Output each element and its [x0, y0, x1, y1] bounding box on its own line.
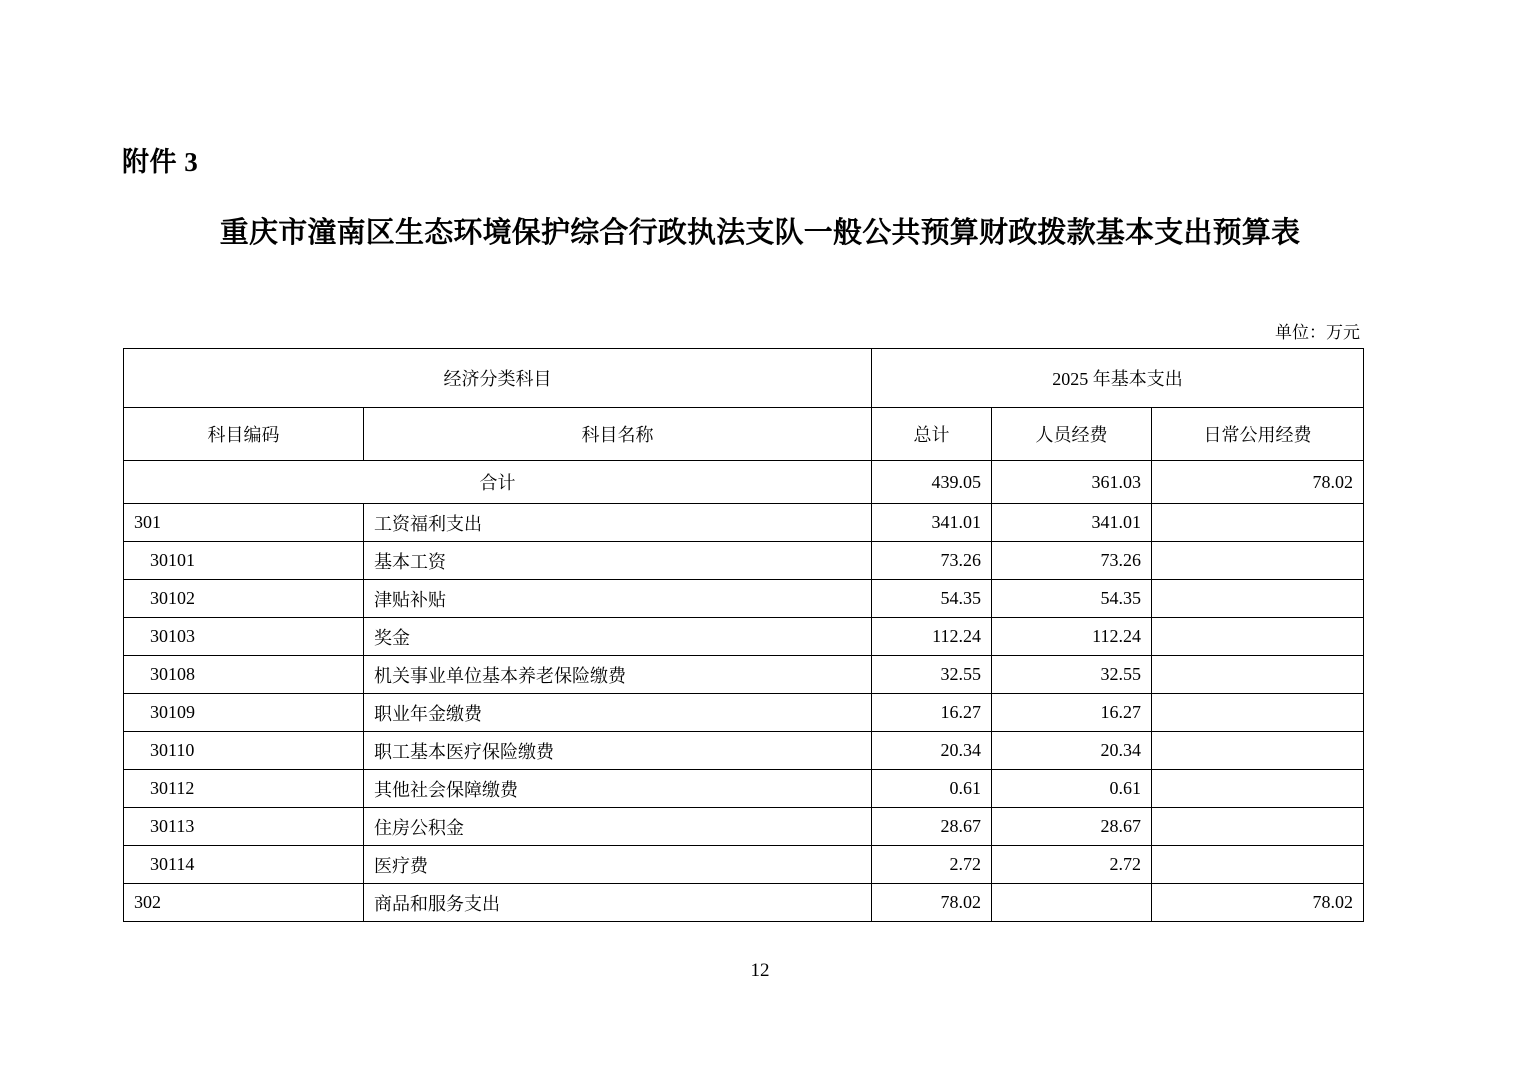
table-header-group-row	[124, 349, 1364, 408]
attachment-label: 附件 3	[122, 147, 199, 177]
cell-name: 奖金	[364, 618, 872, 656]
column-header-total: 总计	[872, 408, 992, 461]
cell-personnel: 112.24	[992, 618, 1152, 656]
table-row	[124, 770, 1364, 808]
cell-public	[1152, 580, 1364, 618]
cell-name: 职工基本医疗保险缴费	[364, 732, 872, 770]
cell-name: 住房公积金	[364, 808, 872, 846]
cell-total: 32.55	[872, 656, 992, 694]
table-header-row	[124, 408, 1364, 461]
total-row-public: 78.02	[1152, 461, 1364, 504]
cell-name: 津贴补贴	[364, 580, 872, 618]
budget-table	[123, 348, 1364, 922]
cell-name: 职业年金缴费	[364, 694, 872, 732]
cell-total: 16.27	[872, 694, 992, 732]
table-row	[124, 656, 1364, 694]
table-row	[124, 694, 1364, 732]
cell-code: 301	[124, 504, 364, 542]
cell-personnel: 32.55	[992, 656, 1152, 694]
table-row	[124, 504, 1364, 542]
cell-total: 112.24	[872, 618, 992, 656]
cell-code: 30113	[124, 808, 364, 846]
cell-total: 28.67	[872, 808, 992, 846]
column-header-public: 日常公用经费	[1152, 408, 1364, 461]
cell-code: 30112	[124, 770, 364, 808]
cell-name: 机关事业单位基本养老保险缴费	[364, 656, 872, 694]
cell-total: 2.72	[872, 846, 992, 884]
cell-code: 30103	[124, 618, 364, 656]
cell-code: 30102	[124, 580, 364, 618]
column-header-code: 科目编码	[124, 408, 364, 461]
table-row	[124, 884, 1364, 922]
cell-code: 30110	[124, 732, 364, 770]
cell-code: 30101	[124, 542, 364, 580]
column-header-personnel: 人员经费	[992, 408, 1152, 461]
cell-personnel: 28.67	[992, 808, 1152, 846]
cell-personnel: 2.72	[992, 846, 1152, 884]
cell-public	[1152, 504, 1364, 542]
total-row-total: 439.05	[872, 461, 992, 504]
cell-personnel: 0.61	[992, 770, 1152, 808]
cell-personnel: 341.01	[992, 504, 1152, 542]
cell-public	[1152, 846, 1364, 884]
header-group-right: 2025 年基本支出	[872, 349, 1364, 408]
cell-name: 基本工资	[364, 542, 872, 580]
cell-personnel: 73.26	[992, 542, 1152, 580]
page-title: 重庆市潼南区生态环境保护综合行政执法支队一般公共预算财政拨款基本支出预算表	[219, 217, 1301, 249]
cell-name: 工资福利支出	[364, 504, 872, 542]
unit-label: 单位：万元	[1275, 323, 1360, 342]
page-number: 12	[750, 960, 770, 981]
cell-name: 医疗费	[364, 846, 872, 884]
cell-public	[1152, 694, 1364, 732]
cell-personnel: 20.34	[992, 732, 1152, 770]
cell-public	[1152, 770, 1364, 808]
table-row	[124, 580, 1364, 618]
header-group-left: 经济分类科目	[124, 349, 872, 408]
cell-personnel: 54.35	[992, 580, 1152, 618]
table-row	[124, 542, 1364, 580]
cell-total: 78.02	[872, 884, 992, 922]
cell-code: 302	[124, 884, 364, 922]
cell-total: 0.61	[872, 770, 992, 808]
cell-code: 30114	[124, 846, 364, 884]
total-row-personnel: 361.03	[992, 461, 1152, 504]
cell-code: 30108	[124, 656, 364, 694]
table-total-row	[124, 461, 1364, 504]
cell-total: 20.34	[872, 732, 992, 770]
cell-public	[1152, 542, 1364, 580]
cell-personnel: 16.27	[992, 694, 1152, 732]
cell-public	[1152, 732, 1364, 770]
cell-name: 其他社会保障缴费	[364, 770, 872, 808]
cell-total: 54.35	[872, 580, 992, 618]
cell-public	[1152, 618, 1364, 656]
cell-public: 78.02	[1152, 884, 1364, 922]
column-header-name: 科目名称	[364, 408, 872, 461]
table-row	[124, 846, 1364, 884]
cell-total: 341.01	[872, 504, 992, 542]
cell-total: 73.26	[872, 542, 992, 580]
cell-public	[1152, 656, 1364, 694]
total-row-label: 合计	[124, 461, 872, 504]
table-row	[124, 732, 1364, 770]
cell-personnel	[992, 884, 1152, 922]
cell-name: 商品和服务支出	[364, 884, 872, 922]
table-row	[124, 618, 1364, 656]
table-row	[124, 808, 1364, 846]
cell-public	[1152, 808, 1364, 846]
cell-code: 30109	[124, 694, 364, 732]
